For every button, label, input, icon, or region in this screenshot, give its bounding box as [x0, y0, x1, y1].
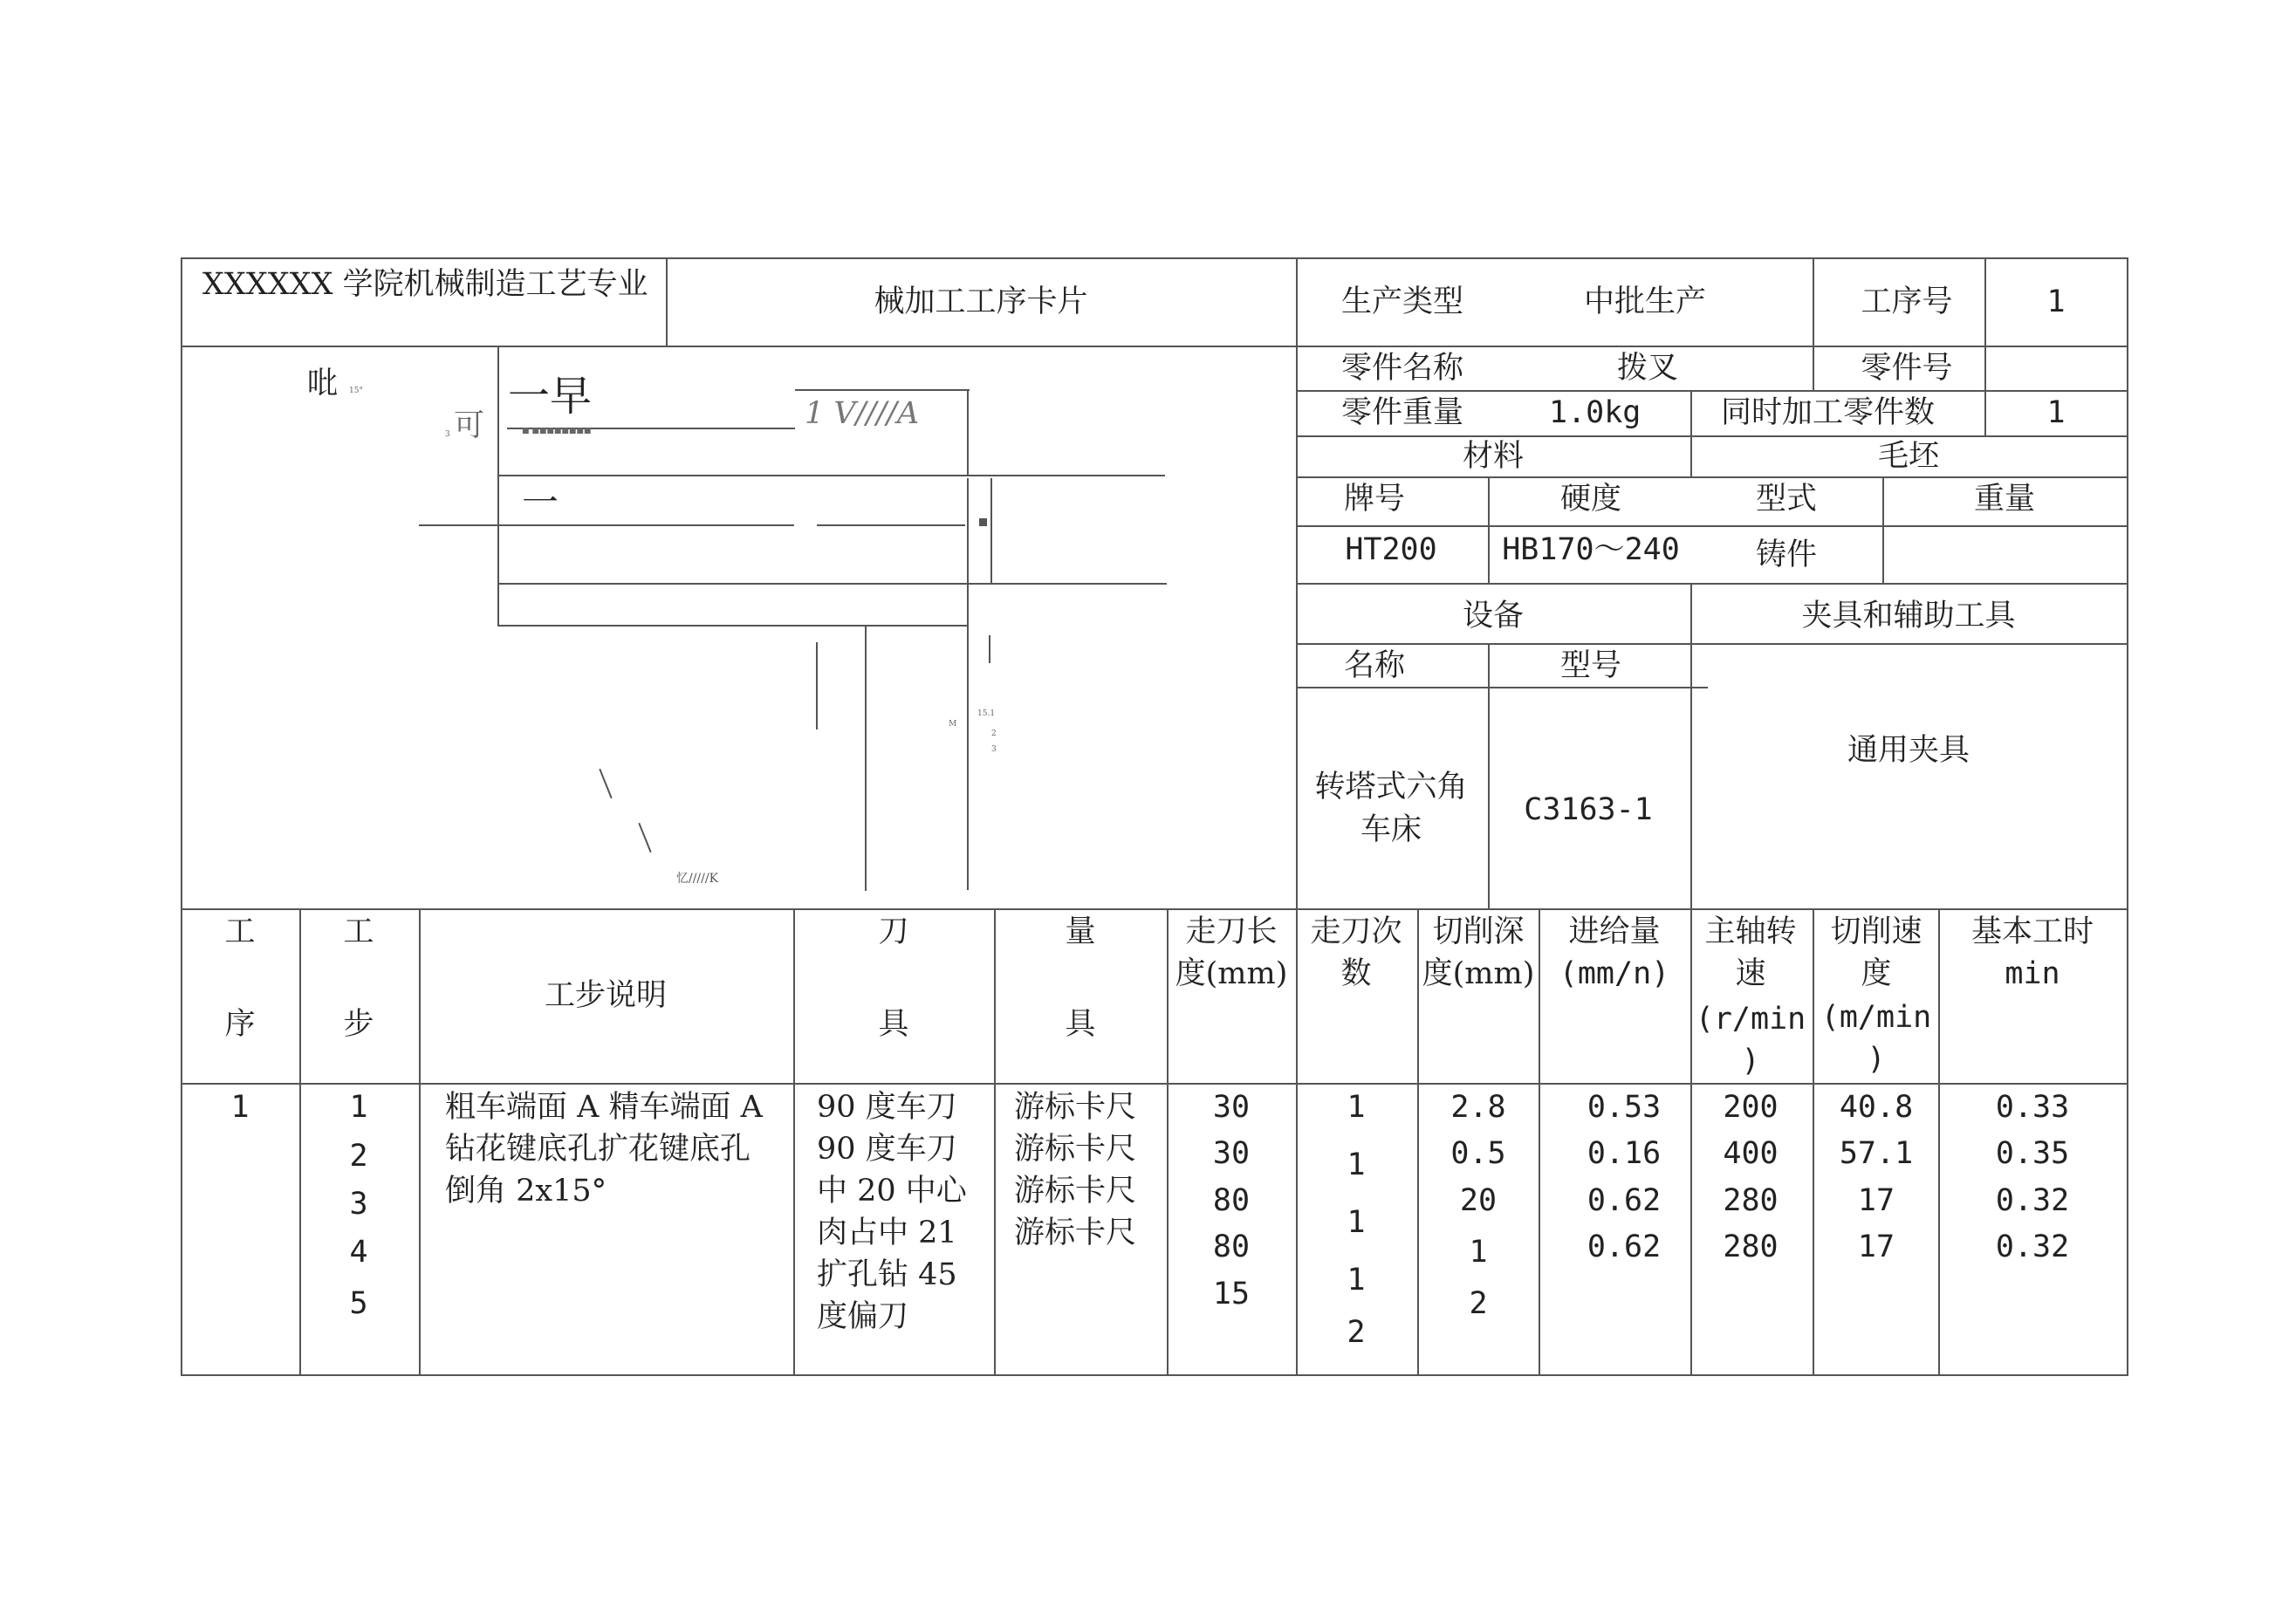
- col-feedlen-2: 度(mm): [1175, 956, 1288, 991]
- col-v4: [994, 908, 996, 1375]
- row-passes: 1: [1347, 1090, 1366, 1125]
- row-gauge: 游标卡尺: [1014, 1132, 1137, 1167]
- table-top: [181, 908, 2128, 910]
- sketch-text: 2: [991, 729, 997, 738]
- sketch-line: [816, 642, 818, 729]
- part-weight-value: 1.0kg: [1549, 395, 1641, 430]
- row-desc: 倒角 2x15°: [445, 1174, 607, 1209]
- col-spindle-2: 速: [1735, 956, 1766, 991]
- header-div-1: [666, 257, 668, 346]
- sketch-text: ■ ■■■■■■■■: [522, 427, 592, 435]
- row-spindle: 280: [1723, 1229, 1779, 1264]
- row-passes: 1: [1347, 1147, 1366, 1182]
- row-gauge: 游标卡尺: [1014, 1216, 1137, 1250]
- sketch-line: [817, 524, 965, 526]
- col-v3: [793, 908, 795, 1375]
- col-v5: [1167, 908, 1169, 1375]
- col-seq-top: 工: [224, 914, 256, 949]
- row-speed: 57.1: [1839, 1136, 1914, 1171]
- col-v6: [1296, 908, 1298, 1375]
- material-label: 材料: [1462, 439, 1525, 474]
- row-feedlen: 80: [1212, 1183, 1251, 1218]
- hardness-label: 硬度: [1559, 482, 1622, 517]
- sketch-line: [497, 583, 1167, 585]
- sketch-line: [979, 518, 987, 526]
- row-depth: 2.8: [1450, 1090, 1506, 1125]
- row-speed: 17: [1857, 1229, 1895, 1264]
- col-step-top: 工: [343, 914, 374, 949]
- col-v10: [1813, 908, 1814, 1375]
- sketch-text: 可: [454, 408, 485, 443]
- col-time-2: min: [2005, 956, 2060, 991]
- col-seq-bot: 序: [224, 1007, 256, 1042]
- frame-right: [2127, 257, 2128, 1376]
- col-passes-2: 数: [1340, 956, 1372, 991]
- equip-name-line2: 车床: [1360, 812, 1422, 847]
- col-tool-bot: 具: [878, 1007, 909, 1042]
- sketch-line: [989, 635, 990, 663]
- col-passes-1: 走刀次: [1310, 914, 1402, 949]
- sketch-line: [990, 478, 992, 583]
- col-speed-1: 切削速: [1830, 914, 1922, 949]
- row-seq: 1: [230, 1090, 250, 1125]
- row-depth: 0.5: [1450, 1136, 1506, 1171]
- row-feed: 0.53: [1587, 1090, 1662, 1125]
- sketch-text: 15°: [349, 387, 363, 395]
- row-tool: 肉占中 21: [817, 1216, 957, 1250]
- row-tool: 90 度车刀: [817, 1090, 957, 1125]
- school-name: XXXXXX 学院机械制造工艺专业: [202, 267, 648, 302]
- row-time: 0.32: [1995, 1229, 2070, 1264]
- frame-top: [181, 257, 2128, 259]
- sketch-line: [599, 769, 612, 798]
- row-feedlen: 30: [1212, 1136, 1251, 1171]
- col-spindle-1: 主轴转: [1704, 914, 1797, 949]
- row-gauge: 游标卡尺: [1014, 1090, 1137, 1125]
- info-h2: [1296, 435, 2128, 437]
- col-v1: [299, 908, 301, 1375]
- row-tool: 扩孔钻 45: [817, 1257, 957, 1292]
- fixture-value: 通用夹具: [1847, 733, 1970, 768]
- sketch-line: [967, 389, 969, 476]
- sketch-text: 15.1: [977, 709, 996, 718]
- prod-type-value: 中批生产: [1584, 284, 1707, 319]
- sketch-line: [865, 625, 867, 891]
- sketch-line: [638, 823, 651, 853]
- fixture-label: 夹具和辅助工具: [1801, 599, 2016, 633]
- col-v9: [1690, 908, 1692, 1375]
- part-name-value: 拨叉: [1617, 351, 1679, 386]
- header-div-4: [1984, 257, 1986, 435]
- header-div-3: [1813, 257, 1814, 390]
- row-tool: 中 20 中心: [817, 1174, 967, 1209]
- sketch-text: 一: [522, 481, 559, 524]
- row-feedlen: 15: [1212, 1277, 1251, 1311]
- sketch-line: [497, 475, 1165, 476]
- row-feed: 0.62: [1587, 1183, 1662, 1218]
- simul-value: 1: [2046, 395, 2066, 430]
- col-feed-2: (mm/n): [1559, 956, 1670, 991]
- blank-type-label: 型式: [1755, 482, 1818, 517]
- sketch-text: 吡: [307, 366, 339, 401]
- part-no-label: 零件号: [1861, 351, 1953, 386]
- row-depth: 1: [1469, 1235, 1488, 1270]
- sketch-line: [497, 625, 866, 627]
- sketch-text: M: [949, 720, 957, 729]
- equip-name-line1: 转塔式六角: [1314, 770, 1468, 805]
- col-gauge-bot: 具: [1065, 1007, 1096, 1042]
- col-spindle-4: ): [1741, 1044, 1760, 1079]
- brand-label: 牌号: [1343, 482, 1406, 517]
- col-speed-3: (m/min: [1820, 1000, 1932, 1035]
- col-v2: [419, 908, 421, 1375]
- brand-value: HT200: [1345, 532, 1437, 567]
- info-h6: [1296, 643, 2128, 645]
- frame-bottom: [181, 1374, 2128, 1376]
- sketch-line: [419, 524, 794, 526]
- row-gauge: 游标卡尺: [1014, 1174, 1137, 1209]
- info-v4: [1488, 643, 1490, 908]
- col-tool-top: 刀: [878, 914, 909, 949]
- process-no-label: 工序号: [1861, 284, 1953, 319]
- info-h7: [1296, 687, 1708, 688]
- info-v5: [1882, 476, 1884, 583]
- row-speed: 17: [1857, 1183, 1895, 1218]
- info-v3: [1488, 476, 1490, 583]
- info-v2: [1690, 583, 1692, 908]
- sketch-line: [967, 478, 969, 890]
- sketch-text: 3: [445, 430, 450, 439]
- part-weight-label: 零件重量: [1341, 395, 1464, 430]
- row-feedlen: 30: [1212, 1090, 1251, 1125]
- part-name-label: 零件名称: [1341, 351, 1464, 386]
- row-step: 4: [349, 1235, 368, 1270]
- sketch-text: 忆/////K: [676, 872, 719, 886]
- col-feed-1: 进给量: [1568, 914, 1661, 949]
- col-v11: [1938, 908, 1940, 1375]
- col-gauge-top: 量: [1065, 914, 1096, 949]
- row-time: 0.35: [1995, 1136, 2070, 1171]
- frame-left: [181, 257, 182, 1376]
- sketch-text: 一早: [508, 372, 593, 421]
- process-no-value: 1: [2046, 284, 2066, 319]
- row-time: 0.32: [1995, 1183, 2070, 1218]
- row-feedlen: 80: [1212, 1229, 1251, 1264]
- col-depth-1: 切削深: [1432, 914, 1525, 949]
- row-step: 3: [349, 1187, 368, 1222]
- info-h5: [1296, 583, 2128, 585]
- row-passes: 1: [1347, 1205, 1366, 1240]
- col-speed-4: ): [1867, 1042, 1886, 1077]
- row-desc: 粗车端面 A 精车端面 A: [445, 1090, 763, 1125]
- blank-weight-label: 重量: [1973, 482, 2036, 517]
- row-step: 5: [349, 1286, 368, 1321]
- prod-type-label: 生产类型: [1341, 284, 1464, 319]
- row-desc: 钻花键底孔扩花键底孔: [445, 1132, 751, 1167]
- col-depth-2: 度(mm): [1422, 956, 1535, 991]
- hardness-value: HB170～240: [1502, 532, 1680, 567]
- sketch-text: 3: [991, 745, 997, 754]
- row-feed: 0.16: [1587, 1136, 1662, 1171]
- row-spindle: 200: [1723, 1090, 1779, 1125]
- col-feedlen-1: 走刀长: [1185, 914, 1278, 949]
- row-depth: 20: [1459, 1183, 1498, 1218]
- row-passes: 1: [1347, 1263, 1366, 1298]
- blank-type-value: 铸件: [1755, 538, 1818, 572]
- simul-label: 同时加工零件数: [1721, 395, 1936, 430]
- header-bottom: [181, 346, 2128, 347]
- equip-model-label: 型号: [1559, 648, 1622, 683]
- blank-label: 毛坯: [1877, 439, 1940, 474]
- table-header-bottom: [181, 1083, 2128, 1085]
- row-spindle: 400: [1723, 1136, 1779, 1171]
- card-title: 械加工工序卡片: [874, 284, 1088, 319]
- row-passes: 2: [1347, 1315, 1366, 1350]
- equip-model-value: C3163-1: [1524, 792, 1653, 827]
- info-h4: [1296, 525, 2128, 527]
- row-depth: 2: [1469, 1286, 1488, 1321]
- row-tool: 度偏刀: [817, 1299, 909, 1334]
- col-v8: [1539, 908, 1540, 1375]
- row-spindle: 280: [1723, 1183, 1779, 1218]
- row-time: 0.33: [1995, 1090, 2070, 1125]
- col-v7: [1417, 908, 1419, 1375]
- row-step: 2: [349, 1139, 368, 1174]
- row-feed: 0.62: [1587, 1229, 1662, 1264]
- sketch-line: [795, 389, 970, 391]
- col-step-bot: 步: [343, 1007, 374, 1042]
- col-time-1: 基本工时: [1970, 914, 2094, 949]
- sketch-text: 1 V////A: [805, 396, 920, 431]
- row-speed: 40.8: [1839, 1090, 1914, 1125]
- equipment-label: 设备: [1462, 599, 1525, 633]
- col-desc: 工步说明: [544, 978, 668, 1013]
- col-spindle-3: (r/min: [1695, 1002, 1806, 1037]
- row-tool: 90 度车刀: [817, 1132, 957, 1167]
- info-v1: [1690, 390, 1692, 477]
- equip-name-label: 名称: [1343, 648, 1406, 683]
- row-step: 1: [349, 1090, 368, 1125]
- sketch-line: [865, 625, 967, 627]
- col-speed-2: 度: [1861, 956, 1892, 991]
